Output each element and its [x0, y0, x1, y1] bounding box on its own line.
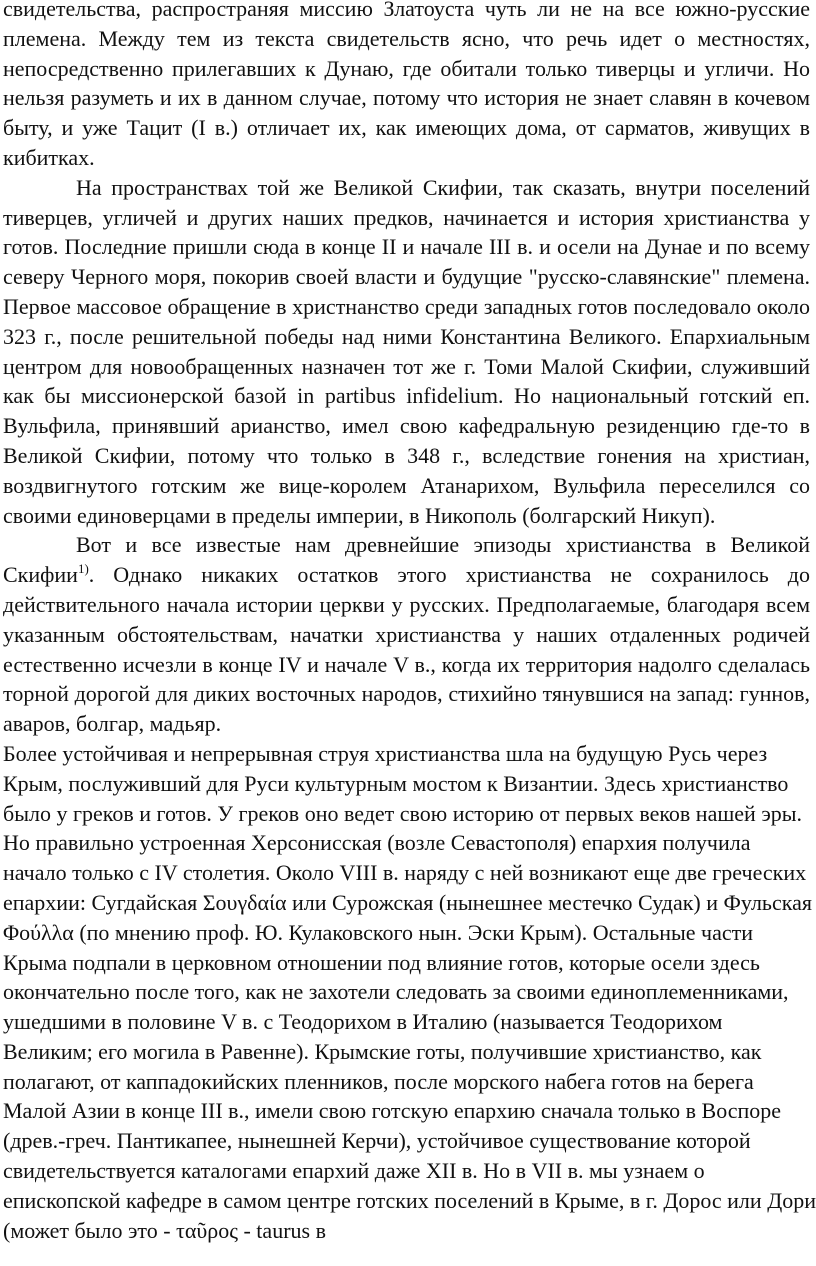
paragraph-4: Более устойчивая и непрерывная струя христианства шла на будущую Русь через Крым, послуживший для Руси культурным мостом к Византии. Здесь христианство было у греков и готов. У греков оно ведет свою историю от первых веков нашей эры. Но правильно устроенная Херсонисская (возле Севастополя) епархия получила начало только с IV столетия. Около VIII в. наряду с ней возникают еще две греческих епархии: Сугдайская Σουγδαία или Сурожская (нынешнее местечко Судак) и Фульская Φούλλα (по мнению проф. Ю. Кулаковского нын. Эски Крым). Остальные части Крыма подпали в церковном отношении под влияние готов, которые осели здесь окончательно после того, как не захотели следовать за своими единоплеменниками, ушедшими в половине V в. с Теодорихом в Италию (называется Теодорихом Великим; его могила в Равенне). Крымские готы, получившие христианство, как полагают, от каппадокийских пленников, после морского набега готов на берега Малой Азии в конце III в., имели свою готскую епархию сначала только в Воспоре (древ.-греч. Пантикапее, нынешней Керчи), устойчивое существование которой свидетельствуется каталогами епархий даже XII в. Но в VII в. мы узнаем о епископской кафедре в самом центре готских поселений в Крыме, в г. Дорос или Дори (может было это - ταῦρος - taurus в — [3, 740, 816, 1243]
paragraph-3-text-start: Вот и все известые нам древнейшие эпизоды христианства в Великой Скифии — [3, 532, 810, 588]
footnote-ref: 1) — [77, 561, 89, 577]
paragraph-3-text-end: . Однако никаких остатков этого христианства не сохранилось до действительного начала истории церкви у русских. Предполагаемые, благодаря всем указанным обстоятельствам, начатки христианства у наших отдаленных родичей естественно исчезли в конце IV и начале V в., когда их территория надолго сделалась торной дорогой для диких восточных народов, стихийно тянувшися на запад: гуннов, аваров, болгар, мадьяр. — [3, 562, 810, 737]
paragraph-2: На пространствах той же Великой Скифии, так сказать, внутри поселений тиверцев, угличей и других наших предков, начинается и история христианства у готов. Последние пришли сюда в конце II и начале III в. и осели на Дунае и по всему северу Черного моря, покорив своей власти и будущие "русско-славянские" племена. Первое массовое обращение в христнанство среди западных готов последовало около 323 г., после решительной победы над ними Константина Великого. Епархиальным центром для новообращенных назначен тот же г. Томи Малой Скифии, служивший как бы миссионерской базой in partibus infidelium. Но национальный готский еп. Вульфила, принявший арианство, имел свою кафедральную резиденцию где-то в Великой Скифии, потому что только в 348 г., вследствие гонения на христиан, воздвигнутого готским же вице-королем Атанарихом, Вульфила переселился со своими единоверцами в пределы империи, в Никополь (болгарский Никуп). — [3, 174, 810, 528]
paragraph-1: свидетельства, распространяя миссию Златоуста чуть ли не на все южно-русские племена. Между тем из текста свидетельств ясно, что речь идет о местностях, непосредственно прилегавших к Дунаю, где обитали только тиверцы и угличи. Но нельзя разуметь и их в данном случае, потому что история не знает славян в кочевом быту, и уже Тацит (I в.) отличает их, как имеющих дома, от сарматов, живущих в кибитках. — [3, 0, 810, 170]
paragraph-3 — [0, 530, 816, 739]
